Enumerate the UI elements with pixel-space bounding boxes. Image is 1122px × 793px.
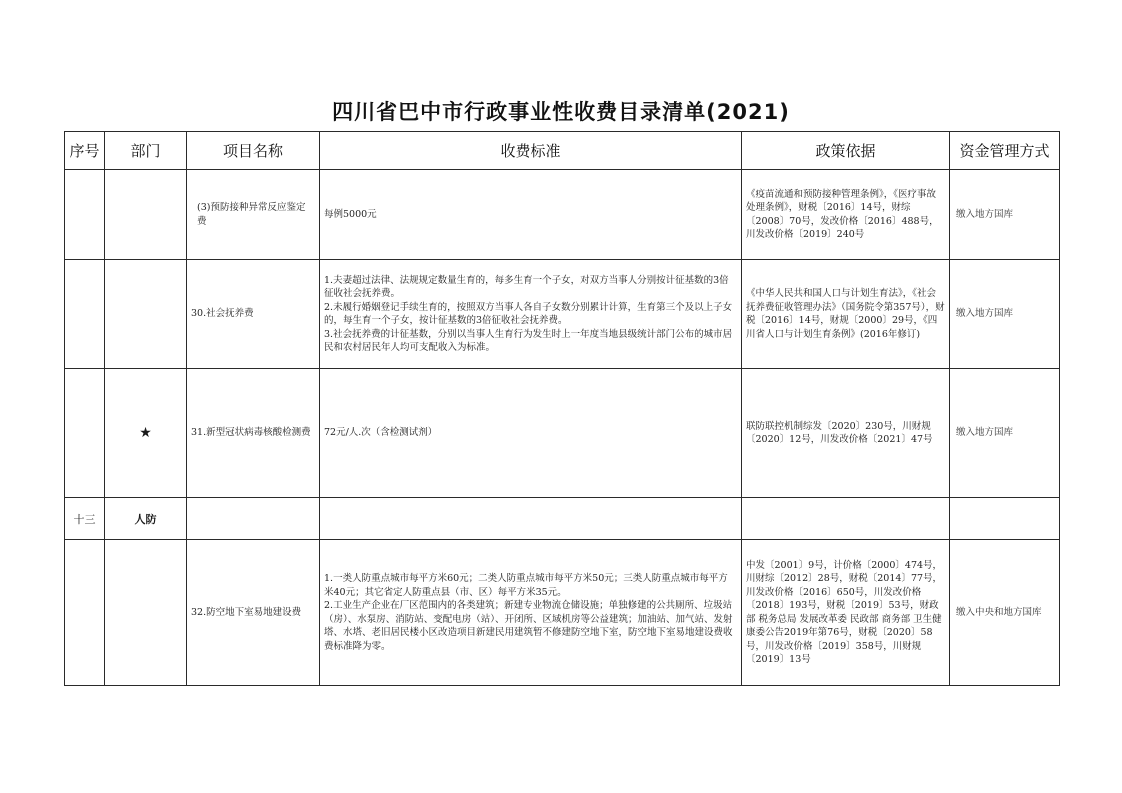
section-dept: 人防 [105,498,187,540]
row-seq [65,369,105,498]
row-standard: 72元/人.次（含检测试剂） [320,369,742,498]
row-management: 缴入地方国库 [950,369,1060,498]
row-dept [105,260,187,369]
row-seq [65,260,105,369]
row-management: 缴入中央和地方国库 [950,540,1060,686]
header-management: 资金管理方式 [950,132,1060,170]
row-basis: 《中华人民共和国人口与计划生育法》，《社会抚养费征收管理办法》（国务院令第357号），财税〔2016〕14号，财规〔2000〕29号，《四川省人口与计划生育条例》(2016年修订) [742,260,950,369]
header-standard: 收费标准 [320,132,742,170]
row-item: 30.社会抚养费 [187,260,320,369]
row-standard: 1.夫妻超过法律、法规规定数量生育的，每多生育一个子女，对双方当事人分别按计征基数的3倍征收社会抚养费。 2.未履行婚姻登记手续生育的，按照双方当事人各自子女数分别累计计算，生育第三个及以上子女的，每生育一个子女，按计征基数的3倍征收社会抚养费。 3.社会抚养费的计征基数，分别以当事人生育行为发生时上一年度当地县级统计部门公布的城市居民和农村居民年人均可支配收入为标准。 [320,260,742,369]
fee-catalog-table [64,131,1060,686]
row-management: 缴入地方国库 [950,170,1060,260]
row-standard: 每例5000元 [320,170,742,260]
row-dept [105,170,187,260]
row-basis [742,498,950,540]
section-seq: 十三 [65,498,105,540]
page-title: 四川省巴中市行政事业性收费目录清单(2021) [332,100,790,124]
table-row [65,369,1060,498]
row-item: (3)预防接种异常反应鉴定费 [187,170,320,260]
row-basis: 中发〔2001〕9号，计价格〔2000〕474号，川财综〔2012〕28号，财税〔2014〕77号，川发改价格〔2016〕650号，川发改价格〔2018〕193号，财税〔2019〕53号，财政部 税务总局 发展改革委 民政部 商务部 卫生健康委公告2019年第76号，财税〔2020〕58号，川发改价格〔2019〕358号，川财规〔2019〕13号 [742,540,950,686]
star-icon: ★ [139,425,152,441]
section-row [65,498,1060,540]
header-dept: 部门 [105,132,187,170]
table-row [65,540,1060,686]
row-item: 31.新型冠状病毒核酸检测费 [187,369,320,498]
row-standard [320,498,742,540]
row-item [187,498,320,540]
row-management [950,498,1060,540]
row-item: 32.防空地下室易地建设费 [187,540,320,686]
row-dept [105,369,187,498]
row-seq [65,540,105,686]
header-seq: 序号 [65,132,105,170]
header-basis: 政策依据 [742,132,950,170]
row-dept [105,540,187,686]
row-management: 缴入地方国库 [950,260,1060,369]
row-basis: 《疫苗流通和预防接种管理条例》，《医疗事故处理条例》，财税〔2016〕14号，财综〔2008〕70号，发改价格〔2016〕488号，川发改价格〔2019〕240号 [742,170,950,260]
row-seq [65,170,105,260]
header-item: 项目名称 [187,132,320,170]
row-basis: 联防联控机制综发〔2020〕230号，川财规〔2020〕12号，川发改价格〔2021〕47号 [742,369,950,498]
table-row [65,260,1060,369]
table-header-row [65,132,1060,170]
row-standard: 1.一类人防重点城市每平方米60元；二类人防重点城市每平方米50元；三类人防重点城市每平方米40元；其它省定人防重点县（市、区）每平方米35元。 2.工业生产企业在厂区范围内的各类建筑；新建专业物流仓储设施；单独修建的公共厕所、垃圾站（房）、水泵房、消防站、变配电房（站）、开闭所、区域机房等公益建筑；加油站、加气站、发射塔、水塔、老旧居民楼小区改造项目新建民用建筑暂不修建防空地下室，防空地下室易地建设费收费标准降为零。 [320,540,742,686]
table-row [65,170,1060,260]
